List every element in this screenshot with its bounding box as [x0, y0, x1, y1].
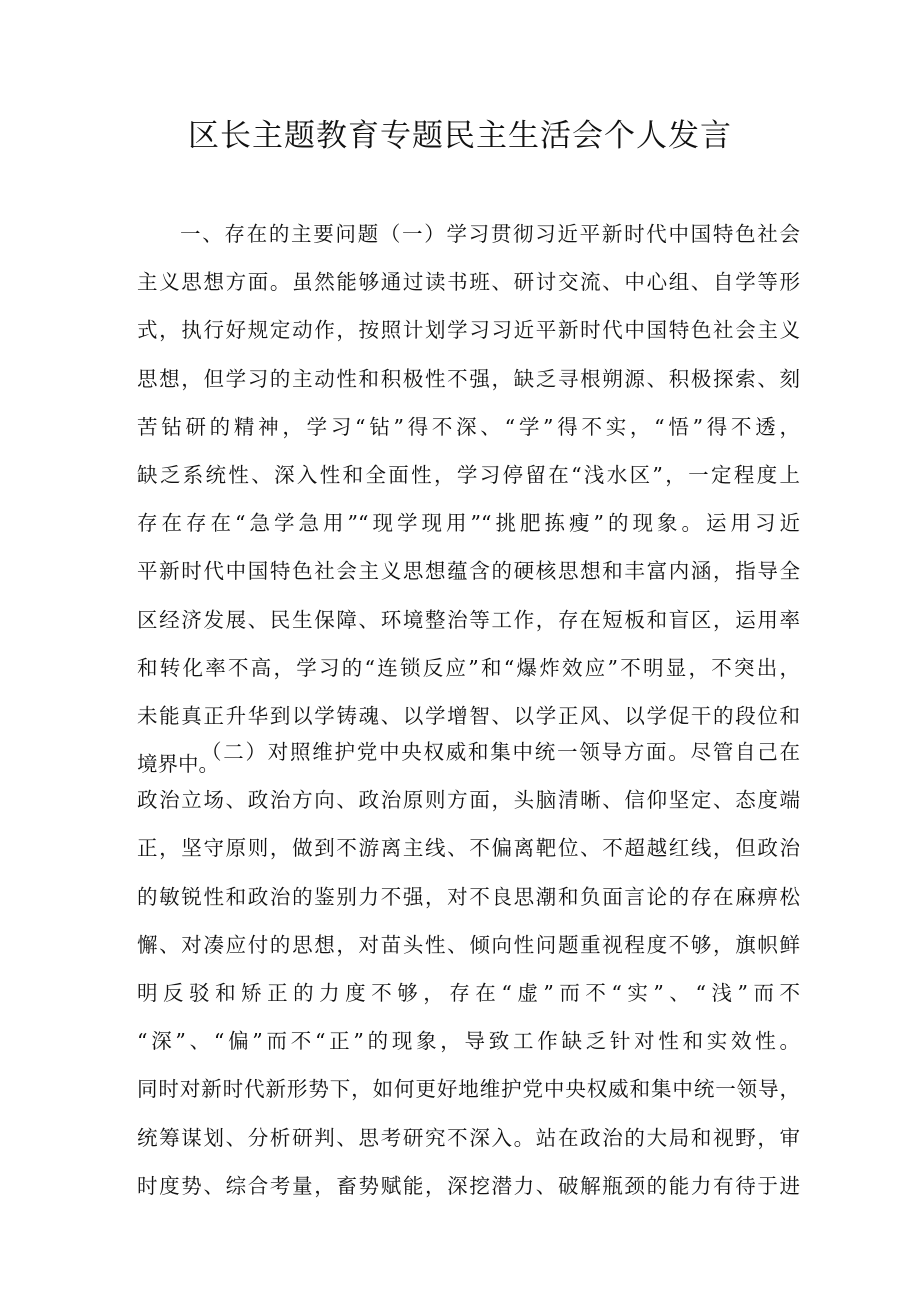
text-line: 政治立场、政治方向、政治原则方面，头脑清晰、信仰坚定、态度端 [137, 788, 800, 813]
text-line: 区经济发展、民生保障、环境整治等工作，存在短板和盲区，运用率 [137, 607, 800, 632]
text-line: 同时对新时代新形势下，如何更好地维护党中央权威和集中统一领导， [137, 1077, 800, 1102]
text-line: 明反驳和矫正的力度不够，存在“虚”而不“实”、“浅”而不 [137, 981, 800, 1006]
text-line: 境界中。 [137, 752, 219, 777]
text-line: 存在存在“急学急用”“现学现用”“挑肥拣瘦”的现象。运用习近 [137, 511, 800, 536]
text-line: 的敏锐性和政治的鉴别力不强，对不良思潮和负面言论的存在麻痹松 [137, 884, 800, 909]
text-line: 缺乏系统性、深入性和全面性，学习停留在“浅水区”，一定程度上 [137, 463, 800, 488]
text-line: 思想，但学习的主动性和积极性不强，缺乏寻根朔源、积极探索、刻 [137, 366, 800, 391]
text-line: 苦钻研的精神，学习“钻”得不深、“学”得不实，“悟”得不透， [137, 414, 800, 439]
text-line: 式，执行好规定动作，按照计划学习习近平新时代中国特色社会主义 [137, 318, 800, 343]
text-line: 正，坚守原则，做到不游离主线、不偏离靶位、不超越红线，但政治 [137, 836, 800, 861]
text-line: 未能真正升华到以学铸魂、以学增智、以学正风、以学促干的段位和 [137, 704, 800, 729]
document-title: 区长主题教育专题民主生活会个人发言 [188, 118, 732, 154]
paragraph-2 [137, 728, 800, 1210]
text-line: 一、存在的主要问题（一）学习贯彻习近平新时代中国特色社会 [180, 222, 800, 246]
text-line: 和转化率不高，学习的“连锁反应”和“爆炸效应”不明显，不突出， [137, 655, 800, 680]
text-line: 统筹谋划、分析研判、思考研究不深入。站在政治的大局和视野，审 [137, 1125, 800, 1150]
text-line: 平新时代中国特色社会主义思想蕴含的硬核思想和丰富内涵，指导全 [137, 559, 800, 584]
text-line: 时度势、综合考量，畜势赋能，深挖潜力、破解瓶颈的能力有待于进 [137, 1173, 800, 1198]
text-line: “深”、“偏”而不“正”的现象，导致工作缺乏针对性和实效性。 [137, 1029, 800, 1054]
paragraph-1 [137, 210, 800, 788]
text-line: 懈、对凑应付的思想，对苗头性、倾向性问题重视程度不够，旗帜鲜 [137, 932, 800, 957]
text-line: 主义思想方面。虽然能够通过读书班、研讨交流、中心组、自学等形 [137, 270, 800, 295]
text-line: （二）对照维护党中央权威和集中统一领导方面。尽管自己在 [201, 740, 800, 764]
